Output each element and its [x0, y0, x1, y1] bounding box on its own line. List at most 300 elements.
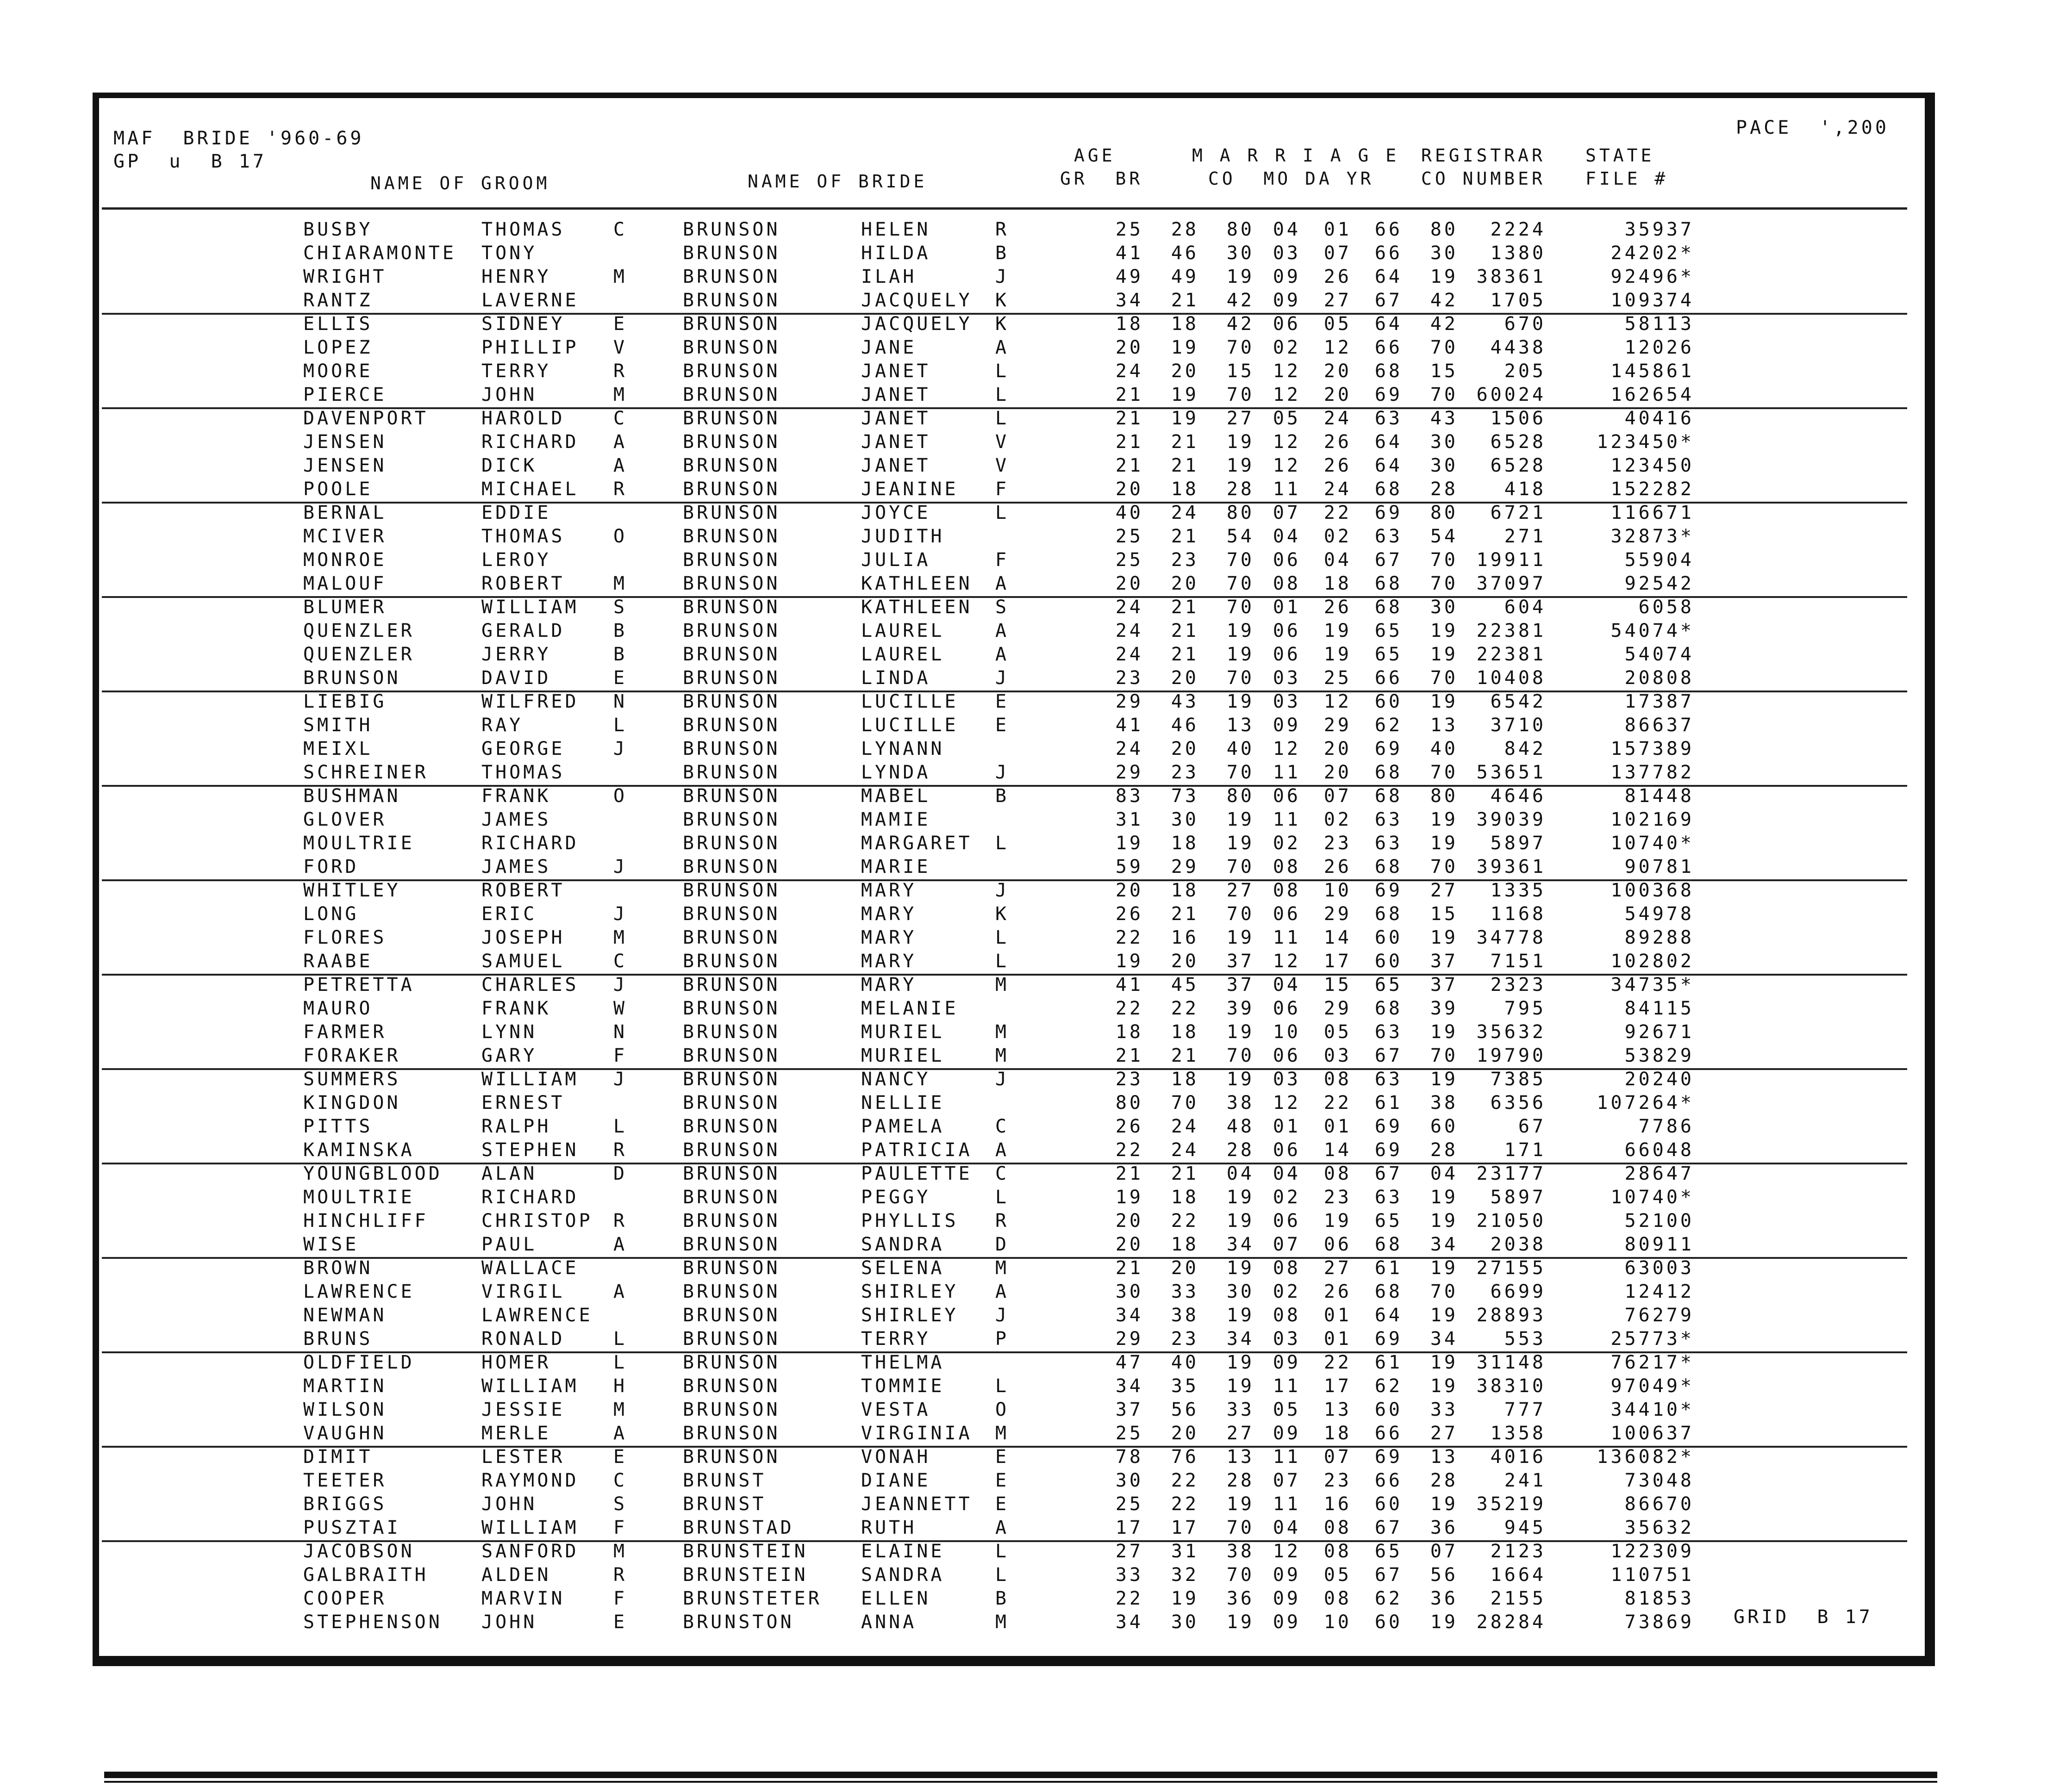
- state-file-number: 12412: [1624, 1281, 1694, 1302]
- groom-age: 20: [1115, 337, 1143, 358]
- table-row: [0, 1374, 2059, 1398]
- bride-first: ELLEN: [861, 1588, 931, 1609]
- marriage-year: 65: [1374, 1541, 1403, 1562]
- marriage-year: 61: [1374, 1352, 1403, 1373]
- table-row: [0, 1350, 2059, 1375]
- bride-last: BRUNSON: [683, 1423, 780, 1444]
- state-file-number: 110751: [1610, 1564, 1694, 1586]
- state-file-number: 10740*: [1610, 833, 1694, 854]
- bride-first: SHIRLEY: [861, 1305, 959, 1326]
- marriage-county: 70: [1226, 1564, 1254, 1586]
- bride-first: VONAH: [861, 1446, 931, 1468]
- marriage-month: 11: [1273, 479, 1301, 500]
- registrar-county: 19: [1430, 1257, 1458, 1279]
- bride-last: BRUNSON: [683, 1257, 780, 1279]
- bride-initial: A: [995, 1517, 1010, 1538]
- groom-age: 24: [1115, 361, 1143, 382]
- state-file-number: 54978: [1624, 903, 1694, 925]
- marriage-year: 67: [1374, 290, 1403, 311]
- groom-first: SIDNEY: [481, 313, 565, 335]
- registrar-number: 1380: [1490, 243, 1546, 264]
- marriage-month: 05: [1273, 1399, 1301, 1420]
- groom-first: RAY: [481, 715, 524, 736]
- groom-age: 29: [1115, 1328, 1143, 1350]
- bride-age: 18: [1171, 833, 1199, 854]
- registrar-county: 13: [1430, 715, 1458, 736]
- marriage-month: 08: [1273, 856, 1301, 877]
- groom-age: 21: [1115, 1045, 1143, 1066]
- bride-age: 21: [1171, 526, 1199, 547]
- groom-first: THOMAS: [481, 526, 565, 547]
- bride-last: BRUNSON: [683, 951, 780, 972]
- groom-age: 34: [1115, 290, 1143, 311]
- bride-last: BRUNSON: [683, 809, 780, 830]
- groom-age: 18: [1115, 1021, 1143, 1043]
- state-file-number: 80911: [1624, 1234, 1694, 1255]
- state-file-number: 116671: [1610, 502, 1694, 523]
- bride-first: PAMELA: [861, 1116, 945, 1137]
- bride-first: PAULETTE: [861, 1163, 973, 1184]
- marriage-year: 65: [1374, 620, 1403, 641]
- bride-age: 33: [1171, 1281, 1199, 1302]
- groom-initial: A: [613, 431, 628, 453]
- state-file-number: 89288: [1624, 927, 1694, 948]
- registrar-county: 42: [1430, 290, 1458, 311]
- registrar-county: 19: [1430, 266, 1458, 287]
- table-row: [0, 1067, 2059, 1091]
- registrar-county: 70: [1430, 762, 1458, 783]
- bride-last: BRUNSON: [683, 1328, 780, 1350]
- table-row: [0, 1044, 2059, 1068]
- registrar-number: 19790: [1476, 1045, 1546, 1066]
- bride-first: JOYCE: [861, 502, 931, 523]
- registrar-number: 6528: [1490, 431, 1546, 453]
- state-file-number: 84115: [1624, 998, 1694, 1019]
- groom-last: PIERCE: [303, 384, 387, 405]
- groom-last: ELLIS: [303, 313, 373, 335]
- marriage-day: 07: [1323, 785, 1352, 807]
- groom-initial: S: [613, 597, 628, 618]
- groom-last: WHITLEY: [303, 880, 401, 901]
- bride-first: MARY: [861, 903, 917, 925]
- registrar-county: 39: [1430, 998, 1458, 1019]
- bride-first: SANDRA: [861, 1234, 945, 1255]
- table-row: [0, 1232, 2059, 1257]
- marriage-month: 06: [1273, 313, 1301, 335]
- bride-first: SELENA: [861, 1257, 945, 1279]
- marriage-month: 09: [1273, 1564, 1301, 1586]
- state-file-number: 6058: [1638, 597, 1694, 618]
- bride-first: LYNDA: [861, 762, 931, 783]
- marriage-day: 25: [1323, 667, 1352, 689]
- bride-first: MURIEL: [861, 1045, 945, 1066]
- registrar-county: 80: [1430, 785, 1458, 807]
- state-file-number: 102802: [1610, 951, 1694, 972]
- groom-first: VIRGIL: [481, 1281, 565, 1302]
- groom-last: MOORE: [303, 361, 373, 382]
- marriage-day: 08: [1323, 1588, 1352, 1609]
- marriage-month: 11: [1273, 762, 1301, 783]
- bride-last: BRUNSON: [683, 266, 780, 287]
- groom-first: MARVIN: [481, 1588, 565, 1609]
- groom-last: QUENZLER: [303, 620, 415, 641]
- bride-initial: J: [995, 1069, 1010, 1090]
- marriage-day: 05: [1323, 1564, 1352, 1586]
- marriage-year: 68: [1374, 597, 1403, 618]
- groom-last: WILSON: [303, 1399, 387, 1420]
- table-row: [0, 1162, 2059, 1186]
- state-file-number: 97049*: [1610, 1375, 1694, 1397]
- registrar-county: 42: [1430, 313, 1458, 335]
- marriage-county: 19: [1226, 1352, 1254, 1373]
- registrar-county: 19: [1430, 644, 1458, 665]
- bride-first: DIANE: [861, 1470, 931, 1491]
- groom-age: 19: [1115, 833, 1143, 854]
- marriage-day: 01: [1323, 1305, 1352, 1326]
- state-file-number: 86670: [1624, 1493, 1694, 1515]
- marriage-month: 09: [1273, 715, 1301, 736]
- bride-age: 20: [1171, 361, 1199, 382]
- marriage-day: 22: [1323, 1352, 1352, 1373]
- bride-last: BRUNSON: [683, 1139, 780, 1161]
- marriage-month: 06: [1273, 1045, 1301, 1066]
- bride-last: BRUNSON: [683, 762, 780, 783]
- groom-first: THOMAS: [481, 219, 565, 240]
- registrar-number: 171: [1504, 1139, 1546, 1161]
- marriage-year: 60: [1374, 1399, 1403, 1420]
- marriage-month: 12: [1273, 384, 1301, 405]
- bride-initial: J: [995, 266, 1010, 287]
- registrar-county: 27: [1430, 880, 1458, 901]
- bride-first: MARY: [861, 974, 917, 996]
- bride-last: BRUNSON: [683, 738, 780, 759]
- bride-initial: M: [995, 1021, 1010, 1043]
- marriage-year: 66: [1374, 667, 1403, 689]
- groom-last: RAABE: [303, 951, 373, 972]
- marriage-day: 26: [1323, 1281, 1352, 1302]
- marriage-year: 62: [1374, 1375, 1403, 1397]
- bride-age: 23: [1171, 762, 1199, 783]
- groom-age: 40: [1115, 502, 1143, 523]
- marriage-year: 68: [1374, 762, 1403, 783]
- groom-age: 26: [1115, 1116, 1143, 1137]
- bride-last: BRUNSON: [683, 1210, 780, 1232]
- marriage-day: 19: [1323, 1210, 1352, 1232]
- marriage-month: 11: [1273, 1446, 1301, 1468]
- state-file-number: 157389: [1610, 738, 1694, 759]
- groom-first: RONALD: [481, 1328, 565, 1350]
- registrar-county: 28: [1430, 1139, 1458, 1161]
- groom-first: DAVID: [481, 667, 551, 689]
- marriage-year: 62: [1374, 1588, 1403, 1609]
- marriage-year: 63: [1374, 1187, 1403, 1208]
- marriage-county: 28: [1226, 1139, 1254, 1161]
- registrar-number: 39039: [1476, 809, 1546, 830]
- bride-last: BRUNSON: [683, 833, 780, 854]
- bride-age: 22: [1171, 1470, 1199, 1491]
- groom-initial: M: [613, 927, 628, 948]
- bride-first: LYNANN: [861, 738, 945, 759]
- bride-last: BRUNSON: [683, 1375, 780, 1397]
- registrar-number: 4646: [1490, 785, 1546, 807]
- marriage-year: 68: [1374, 1234, 1403, 1255]
- bride-age: 21: [1171, 1045, 1199, 1066]
- marriage-year: 60: [1374, 927, 1403, 948]
- bride-last: BRUNSON: [683, 903, 780, 925]
- marriage-day: 22: [1323, 502, 1352, 523]
- marriage-year: 68: [1374, 361, 1403, 382]
- registrar-number: 2155: [1490, 1588, 1546, 1609]
- bride-age: 18: [1171, 479, 1199, 500]
- groom-initial: L: [613, 1352, 628, 1373]
- registrar-county: 19: [1430, 1612, 1458, 1633]
- groom-last: MOULTRIE: [303, 833, 415, 854]
- groom-age: 25: [1115, 526, 1143, 547]
- groom-first: HENRY: [481, 266, 551, 287]
- table-row: [0, 926, 2059, 950]
- bride-last: BRUNSON: [683, 1234, 780, 1255]
- state-file-number: 32873*: [1610, 526, 1694, 547]
- bride-last: BRUNSON: [683, 384, 780, 405]
- bride-last: BRUNSON: [683, 1352, 780, 1373]
- groom-last: KAMINSKA: [303, 1139, 415, 1161]
- groom-last: QUENZLER: [303, 644, 415, 665]
- marriage-county: 80: [1226, 785, 1254, 807]
- groom-age: 24: [1115, 597, 1143, 618]
- marriage-month: 02: [1273, 337, 1301, 358]
- groom-age: 34: [1115, 1375, 1143, 1397]
- bride-age: 21: [1171, 290, 1199, 311]
- table-row: [0, 548, 2059, 572]
- state-file-number: 54074: [1624, 644, 1694, 665]
- groom-age: 22: [1115, 927, 1143, 948]
- bride-last: BRUNSON: [683, 785, 780, 807]
- bride-age: 22: [1171, 1493, 1199, 1515]
- page-number: PACE ',200: [1736, 117, 1889, 138]
- groom-first: ROBERT: [481, 573, 565, 594]
- state-file-number: 107264*: [1597, 1092, 1694, 1114]
- registrar-number: 670: [1504, 313, 1546, 335]
- registrar-number: 35219: [1476, 1493, 1546, 1515]
- marriage-month: 11: [1273, 927, 1301, 948]
- bride-first: NANCY: [861, 1069, 931, 1090]
- bride-initial: V: [995, 455, 1010, 476]
- marriage-month: 03: [1273, 243, 1301, 264]
- bride-age: 21: [1171, 903, 1199, 925]
- marriage-month: 11: [1273, 1375, 1301, 1397]
- bride-last: BRUNSON: [683, 1305, 780, 1326]
- groom-last: GLOVER: [303, 809, 387, 830]
- bride-initial: M: [995, 974, 1010, 996]
- table-row: [0, 1280, 2059, 1304]
- registrar-number: 241: [1504, 1470, 1546, 1491]
- bride-age: 73: [1171, 785, 1199, 807]
- marriage-year: 64: [1374, 266, 1403, 287]
- state-file-number: 86637: [1624, 715, 1694, 736]
- marriage-day: 19: [1323, 644, 1352, 665]
- groom-last: BERNAL: [303, 502, 387, 523]
- marriage-year: 67: [1374, 1045, 1403, 1066]
- registrar-number: 35632: [1476, 1021, 1546, 1043]
- registrar-number: 553: [1504, 1328, 1546, 1350]
- bride-initial: A: [995, 337, 1010, 358]
- groom-age: 83: [1115, 785, 1143, 807]
- table-row: [0, 713, 2059, 737]
- registrar-number: 2224: [1490, 219, 1546, 240]
- bride-first: LUCILLE: [861, 715, 959, 736]
- marriage-year: 69: [1374, 1116, 1403, 1137]
- groom-first: JAMES: [481, 856, 551, 877]
- bride-first: ANNA: [861, 1612, 917, 1633]
- groom-first: STEPHEN: [481, 1139, 579, 1161]
- registrar-number: 2038: [1490, 1234, 1546, 1255]
- marriage-year: 68: [1374, 785, 1403, 807]
- marriage-day: 01: [1323, 1116, 1352, 1137]
- table-row: [0, 784, 2059, 808]
- groom-first: WILLIAM: [481, 1517, 579, 1538]
- groom-first: RAYMOND: [481, 1470, 579, 1491]
- groom-first: LAVERNE: [481, 290, 579, 311]
- marriage-month: 12: [1273, 431, 1301, 453]
- bride-first: JULIA: [861, 549, 931, 571]
- bride-first: MAMIE: [861, 809, 931, 830]
- table-row: [0, 1185, 2059, 1209]
- table-row: [0, 737, 2059, 761]
- groom-age: 31: [1115, 809, 1143, 830]
- marriage-county: 19: [1226, 1305, 1254, 1326]
- marriage-day: 24: [1323, 408, 1352, 429]
- groom-last: JACOBSON: [303, 1541, 415, 1562]
- bride-age: 21: [1171, 620, 1199, 641]
- bride-last: BRUNSON: [683, 856, 780, 877]
- groom-age: 41: [1115, 243, 1143, 264]
- registrar-county: 15: [1430, 361, 1458, 382]
- bottom-rule-thin: [104, 1781, 1937, 1783]
- bride-age: 21: [1171, 1163, 1199, 1184]
- marriage-county: 19: [1226, 431, 1254, 453]
- state-file-number: 20808: [1624, 667, 1694, 689]
- registrar-county: 19: [1430, 1493, 1458, 1515]
- registrar-number: 1335: [1490, 880, 1546, 901]
- bride-age: 38: [1171, 1305, 1199, 1326]
- registrar-number: 777: [1504, 1399, 1546, 1420]
- marriage-month: 11: [1273, 1493, 1301, 1515]
- marriage-day: 29: [1323, 715, 1352, 736]
- bride-last: BRUNSON: [683, 1187, 780, 1208]
- marriage-county: 19: [1226, 809, 1254, 830]
- bride-age: 16: [1171, 927, 1199, 948]
- marriage-day: 06: [1323, 1234, 1352, 1255]
- groom-initial: L: [613, 1116, 628, 1137]
- groom-initial: A: [613, 1281, 628, 1302]
- registrar-number: 4438: [1490, 337, 1546, 358]
- marriage-day: 29: [1323, 903, 1352, 925]
- groom-first: RICHARD: [481, 833, 579, 854]
- bride-last: BRUNSON: [683, 337, 780, 358]
- groom-first: ALDEN: [481, 1564, 551, 1586]
- marriage-day: 26: [1323, 431, 1352, 453]
- bride-age: 35: [1171, 1375, 1199, 1397]
- bride-initial: J: [995, 667, 1010, 689]
- marriage-year: 64: [1374, 313, 1403, 335]
- groom-last: BRUNS: [303, 1328, 373, 1350]
- marriage-county: 70: [1226, 337, 1254, 358]
- marriage-month: 02: [1273, 1187, 1301, 1208]
- marriage-county: 19: [1226, 1210, 1254, 1232]
- groom-first: WILLIAM: [481, 1375, 579, 1397]
- groom-last: DIMIT: [303, 1446, 373, 1468]
- registrar-county: 54: [1430, 526, 1458, 547]
- marriage-county: 19: [1226, 1612, 1254, 1633]
- marriage-year: 67: [1374, 549, 1403, 571]
- state-file-number: 34410*: [1610, 1399, 1694, 1420]
- state-file-number: 102169: [1610, 809, 1694, 830]
- groom-initial: E: [613, 313, 628, 335]
- bride-first: JEANNETT: [861, 1493, 973, 1515]
- groom-first: RICHARD: [481, 1187, 579, 1208]
- marriage-county: 34: [1226, 1328, 1254, 1350]
- marriage-month: 07: [1273, 1234, 1301, 1255]
- registrar-county: 70: [1430, 1045, 1458, 1066]
- registrar-county: 30: [1430, 243, 1458, 264]
- bride-initial: B: [995, 243, 1010, 264]
- groom-first: JOHN: [481, 1493, 537, 1515]
- groom-age: 20: [1115, 573, 1143, 594]
- marriage-year: 68: [1374, 903, 1403, 925]
- bride-first: MARIE: [861, 856, 931, 877]
- marriage-month: 12: [1273, 1092, 1301, 1114]
- registrar-number: 842: [1504, 738, 1546, 759]
- marriage-month: 09: [1273, 1352, 1301, 1373]
- marriage-month: 12: [1273, 361, 1301, 382]
- registrar-county: 19: [1430, 1021, 1458, 1043]
- groom-initial: N: [613, 1021, 628, 1043]
- groom-initial: M: [613, 266, 628, 287]
- marriage-county: 19: [1226, 620, 1254, 641]
- groom-age: 24: [1115, 620, 1143, 641]
- groom-first: SANFORD: [481, 1541, 579, 1562]
- groom-last: JENSEN: [303, 455, 387, 476]
- marriage-month: 06: [1273, 549, 1301, 571]
- table-row: [0, 218, 2059, 242]
- state-file-number: 10740*: [1610, 1187, 1694, 1208]
- marriage-county: 19: [1226, 455, 1254, 476]
- marriage-header: M A R R I A G E: [1192, 145, 1400, 166]
- marriage-county: 19: [1226, 644, 1254, 665]
- table-row: [0, 336, 2059, 360]
- marriage-day: 20: [1323, 738, 1352, 759]
- bride-last: BRUNSON: [683, 479, 780, 500]
- groom-last: LONG: [303, 903, 359, 925]
- registrar-county: 19: [1430, 1375, 1458, 1397]
- groom-age: 47: [1115, 1352, 1143, 1373]
- groom-first: FRANK: [481, 998, 551, 1019]
- table-row: [0, 572, 2059, 596]
- marriage-day: 03: [1323, 1045, 1352, 1066]
- state-file-number: 63003: [1624, 1257, 1694, 1279]
- bride-age: 19: [1171, 408, 1199, 429]
- bride-first: JANET: [861, 384, 931, 405]
- table-row: [0, 383, 2059, 407]
- marriage-county: 48: [1226, 1116, 1254, 1137]
- groom-initial: S: [613, 1493, 628, 1515]
- marriage-day: 23: [1323, 1187, 1352, 1208]
- state-file-number: 52100: [1624, 1210, 1694, 1232]
- groom-age: 37: [1115, 1399, 1143, 1420]
- groom-last: GALBRAITH: [303, 1564, 429, 1586]
- bride-last: BRUNSON: [683, 644, 780, 665]
- state-file-number: 20240: [1624, 1069, 1694, 1090]
